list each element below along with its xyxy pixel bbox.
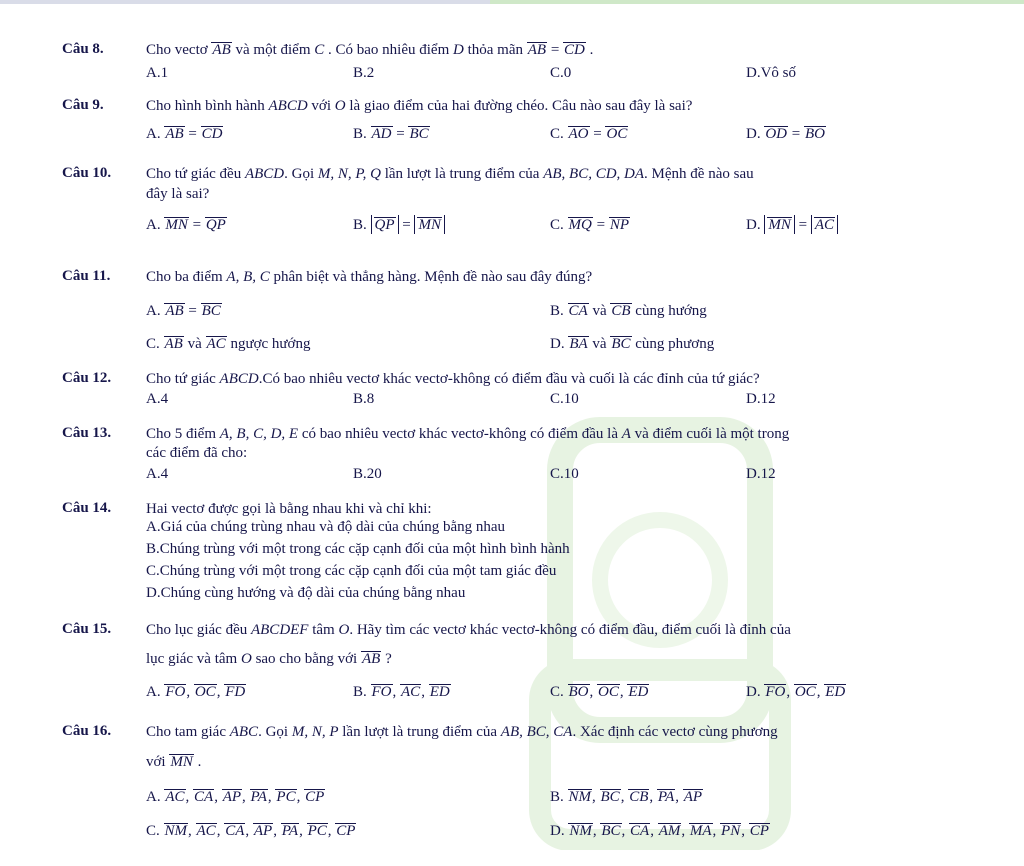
question-text: Cho hình bình hành ABCD với O là giao điểm của hai đường chéo. Câu nào sau đây là sai? — [146, 98, 693, 114]
option-c: C.Chúng trùng với một trong các cặp cạnh đối của một tam giác đều — [146, 563, 557, 579]
option-b: B.8 — [353, 391, 375, 407]
option-c: C. AB và AC ngược hướng — [146, 336, 311, 352]
option-d: D.12 — [746, 391, 776, 407]
option-c: C. BO, OC, ED — [550, 684, 649, 700]
top-bar — [0, 0, 1024, 4]
question-number: Câu 13. — [62, 425, 112, 441]
question-text: Cho 5 điểm A, B, C, D, E có bao nhiêu vectơ khác vectơ-không có điểm đầu là A và điểm cuối là một trong — [146, 426, 790, 442]
option-c: C.10 — [550, 391, 579, 407]
option-c: C.10 — [550, 466, 579, 482]
option-a: A.4 — [146, 466, 169, 482]
option-b: B. AD = BC — [353, 126, 429, 142]
option-b: B. CA và CB cùng hướng — [550, 303, 707, 319]
question-text: Cho lục giác đều ABCDEF tâm O. Hãy tìm các vectơ khác vectơ-không có điểm đầu, điểm cuối là đỉnh của — [146, 622, 791, 638]
option-b: B.Chúng trùng với một trong các cặp cạnh đối của một hình bình hành — [146, 541, 570, 557]
option-a: A. AB = BC — [146, 303, 221, 319]
option-c: C.0 — [550, 65, 572, 81]
question-text: Cho ba điểm A, B, C phân biệt và thẳng hàng. Mệnh đề nào sau đây đúng? — [146, 269, 593, 285]
option-a: A. AB = CD — [146, 126, 223, 142]
option-d: D. NM, BC, CA, AM, MA, PN, CP — [550, 823, 769, 839]
option-b: B.20 — [353, 466, 382, 482]
option-a: A. FO, OC, FD — [146, 684, 246, 700]
option-d: D. MN = AC — [746, 215, 838, 234]
option-d: D.12 — [746, 466, 776, 482]
question-number: Câu 11. — [62, 268, 111, 284]
option-a: A. MN = QP — [146, 217, 226, 233]
question-number: Câu 14. — [62, 500, 112, 516]
question-text-cont: các điểm đã cho: — [146, 445, 248, 461]
question-text-cont: đây là sai? — [146, 186, 210, 202]
question-number: Câu 10. — [62, 165, 112, 181]
option-b: B. QP = MN — [353, 215, 445, 234]
option-c: C. MQ = NP — [550, 217, 629, 233]
option-b: B. FO, AC, ED — [353, 684, 450, 700]
question-text: Hai vectơ được gọi là bằng nhau khi và chỉ khi: — [146, 501, 432, 517]
question-text: Cho tứ giác đều ABCD. Gọi M, N, P, Q lần lượt là trung điểm của AB, BC, CD, DA. Mệnh đề nào sau — [146, 166, 754, 182]
option-a: A.4 — [146, 391, 169, 407]
option-a: A.1 — [146, 65, 169, 81]
option-d: D.Vô số — [746, 65, 797, 81]
option-d: D.Chúng cùng hướng và độ dài của chúng bằng nhau — [146, 585, 466, 601]
option-d: D. OD = BO — [746, 126, 825, 142]
option-d: D. BA và BC cùng phương — [550, 336, 715, 352]
question-number: Câu 8. — [62, 41, 104, 57]
question-number: Câu 9. — [62, 97, 104, 113]
option-c: C. AO = OC — [550, 126, 628, 142]
question-text-cont: với MN . — [146, 754, 202, 770]
question-text: Cho tam giác ABC. Gọi M, N, P lần lượt là trung điểm của AB, BC, CA. Xác định các vectơ cùng phương — [146, 724, 778, 740]
option-b: B. NM, BC, CB, PA, AP — [550, 789, 703, 805]
question-text-cont: lục giác và tâm O sao cho bằng với AB ? — [146, 651, 392, 667]
question-text: Cho vectơ AB và một điểm C . Có bao nhiêu điểm D thỏa mãn AB = CD . — [146, 42, 594, 58]
option-d: D. FO, OC, ED — [746, 684, 846, 700]
option-a: A. AC, CA, AP, PA, PC, CP — [146, 789, 325, 805]
question-number: Câu 16. — [62, 723, 112, 739]
question-number: Câu 15. — [62, 621, 112, 637]
question-text: Cho tứ giác ABCD.Có bao nhiêu vectơ khác vectơ-không có điểm đầu và cuối là các đỉnh của tứ giác? — [146, 371, 760, 387]
question-number: Câu 12. — [62, 370, 112, 386]
option-b: B.2 — [353, 65, 375, 81]
option-c: C. NM, AC, CA, AP, PA, PC, CP — [146, 823, 356, 839]
option-a: A.Giá của chúng trùng nhau và độ dài của chúng bằng nhau — [146, 519, 506, 535]
